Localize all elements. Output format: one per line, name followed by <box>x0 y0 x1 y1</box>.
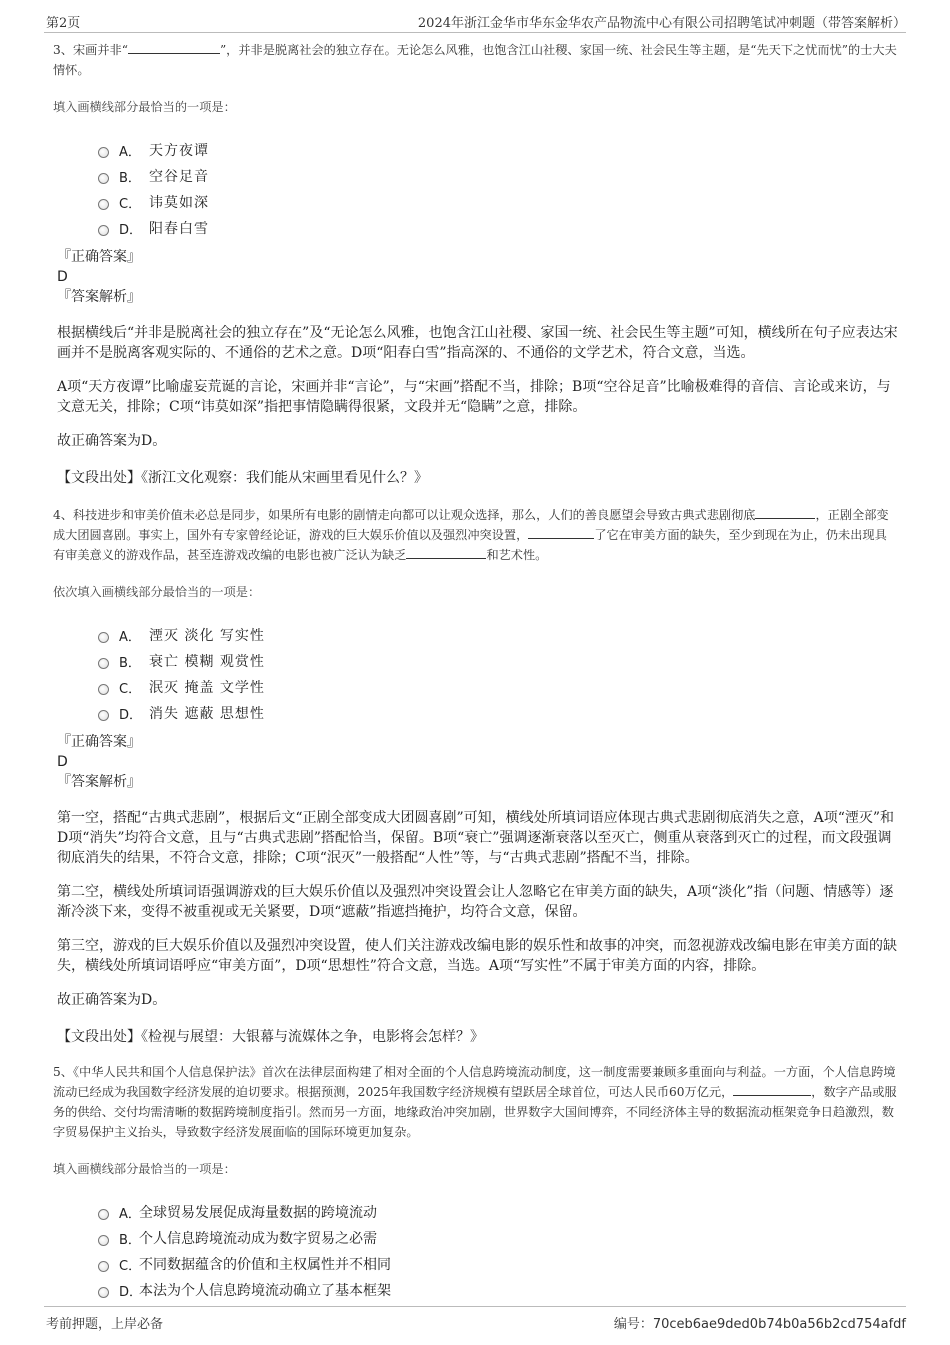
document-id <box>614 1313 906 1332</box>
question-5 <box>53 1062 898 1303</box>
correct-answer: D <box>57 269 68 285</box>
question-3 <box>53 40 898 487</box>
radio-icon[interactable] <box>98 1287 109 1298</box>
option-text: 湮灭 淡化 写实性 <box>149 628 265 644</box>
option-list <box>98 1199 898 1303</box>
radio-icon[interactable] <box>98 684 109 695</box>
page-content <box>53 40 898 1303</box>
option-c[interactable] <box>98 1251 898 1277</box>
option-text: 本法为个人信息跨境流动确立了基本框架 <box>139 1283 391 1299</box>
option-letter: D． <box>119 222 143 238</box>
analysis-paragraph: 故正确答案为D。 <box>57 433 167 449</box>
radio-icon[interactable] <box>98 147 109 158</box>
footer-divider <box>44 1306 906 1307</box>
option-text: 衰亡 模糊 观赏性 <box>149 654 265 670</box>
fill-blank <box>406 545 486 559</box>
option-letter: C． <box>119 1258 142 1274</box>
option-text: 阳春白雪 <box>149 221 209 237</box>
analysis-paragraph: 第三空，游戏的巨大娱乐价值以及强烈冲突设置，使人们关注游戏改编电影的娱乐性和故事的冲突，而忽视游戏改编电影在审美方面的缺失，横线处所填词语呼应“审美方面”，D项“思想性”符合文意，当选。A项“写实性”不属于审美方面的内容，排除。 <box>57 938 897 974</box>
option-text: 消失 遮蔽 思想性 <box>149 706 265 722</box>
option-d[interactable] <box>98 215 898 241</box>
analysis-paragraph: 故正确答案为D。 <box>57 992 167 1008</box>
option-text: 泯灭 掩盖 文学性 <box>149 680 265 696</box>
stem-text: 和艺术性。 <box>486 548 548 562</box>
radio-icon[interactable] <box>98 1261 109 1272</box>
radio-icon[interactable] <box>98 632 109 643</box>
stem-text: 5、《中华人民共和国个人信息保护法》首次在法律层面构建了相对全面的个人信息跨境流动制度，这一制度需要兼顾多重面向与利益。一方面，个人信息跨境流动已经成为我国数字经济发展的迫切要求。根据预测，2025年我国数字经济规模有望跃居全球首位，可达人民币60万亿元， <box>53 1065 896 1099</box>
option-letter: A． <box>119 1206 141 1222</box>
option-text: 空谷足音 <box>149 169 209 185</box>
option-a[interactable] <box>98 137 898 163</box>
header-divider <box>44 32 906 33</box>
stem-text: 4、科技进步和审美价值未必总是同步，如果所有电影的剧情走向都可以让观众选择，那么，人们的善良愿望会导致古典式悲剧彻底 <box>53 508 756 522</box>
option-letter: B． <box>119 170 141 186</box>
option-letter: C． <box>119 196 142 212</box>
analysis-paragraph: 第一空，搭配“古典式悲剧”，根据后文“正剧全部变成大团圆喜剧”可知，横线处所填词语应体现古典式悲剧彻底消失之意，A项“湮灭”和D项“消失”均符合文意，且与“古典式悲剧”搭配恰当，保留。B项“衰亡”强调逐渐衰落以至灭亡，侧重从衰落到灭亡的过程，而文段强调彻底消失的结果，不符合文意，排除；C项“泯灭”一般搭配“人性”等，与“古典式悲剧”搭配不当，排除。 <box>57 810 895 866</box>
radio-icon[interactable] <box>98 173 109 184</box>
answer-block <box>57 247 898 307</box>
option-a[interactable] <box>98 1199 898 1225</box>
option-d[interactable] <box>98 1277 898 1303</box>
option-letter: D． <box>119 1284 143 1300</box>
radio-icon[interactable] <box>98 1209 109 1220</box>
stem-text: 3、宋画并非“ <box>53 43 128 57</box>
radio-icon[interactable] <box>98 1235 109 1246</box>
fill-blank <box>755 505 815 519</box>
question-prompt: 依次填入画横线部分最恰当的一项是： <box>53 585 261 599</box>
document-id-label: 编号： <box>613 1317 653 1332</box>
option-text: 天方夜谭 <box>149 143 209 159</box>
question-prompt: 填入画横线部分最恰当的一项是： <box>53 1162 236 1176</box>
analysis-paragraph: 第二空，横线处所填词语强调游戏的巨大娱乐价值以及强烈冲突设置会让人忽略它在审美方面的缺失，A项“淡化”指（问题、情感等）逐渐冷淡下来，变得不被重视或无关紧要，D项“遮蔽”指遮挡掩护，均符合文意，保留。 <box>57 884 894 920</box>
option-c[interactable] <box>98 674 898 700</box>
source-citation: 【文段出处】《检视与展望：大银幕与流媒体之争，电影将会怎样？》 <box>57 1029 484 1045</box>
question-prompt: 填入画横线部分最恰当的一项是： <box>53 100 236 114</box>
radio-icon[interactable] <box>98 658 109 669</box>
option-c[interactable] <box>98 189 898 215</box>
question-stem <box>53 505 898 565</box>
option-d[interactable] <box>98 700 898 726</box>
option-letter: D． <box>119 707 143 723</box>
fill-blank <box>128 40 220 54</box>
option-b[interactable] <box>98 163 898 189</box>
footer-slogan: 考前押题，上岸必备 <box>46 1317 164 1332</box>
document-id-value: 70ceb6ae9ded0b74b0a56b2cd754afdf <box>652 1317 906 1332</box>
option-a[interactable] <box>98 622 898 648</box>
radio-icon[interactable] <box>98 225 109 236</box>
stem-text: 了它在审美方面的缺失，至少到现在为止，仍未出现具有审美意义的游戏作品，甚至连游戏改编的电影也被广泛认为缺乏 <box>53 528 887 562</box>
option-b[interactable] <box>98 648 898 674</box>
source-citation: 【文段出处】《浙江文化观察：我们能从宋画里看见什么？》 <box>57 470 428 486</box>
radio-icon[interactable] <box>98 710 109 721</box>
option-text: 讳莫如深 <box>149 195 209 211</box>
question-stem <box>53 1062 898 1142</box>
fill-blank <box>528 525 594 539</box>
analysis-paragraph: 根据横线后“并非是脱离社会的独立存在”及“无论怎么风雅，也饱含江山社稷、家国一统、社会民生等主题”可知，横线所在句子应表达宋画并不是脱离客观实际的、不通俗的艺术之意。D项“阳春白雪”指高深的、不通俗的文学艺术，符合文意，当选。 <box>57 325 898 361</box>
option-text: 全球贸易发展促成海量数据的跨境流动 <box>139 1205 377 1221</box>
answer-block <box>57 732 898 792</box>
question-stem <box>53 40 898 80</box>
option-b[interactable] <box>98 1225 898 1251</box>
option-text: 不同数据蕴含的价值和主权属性并不相同 <box>139 1257 391 1273</box>
answer-label: 『正确答案』 <box>57 734 141 750</box>
page-number: 第2页 <box>46 16 81 31</box>
stem-text: ”，并非是脱离社会的独立存在。无论怎么风雅，也饱含江山社稷、家国一统、社会民生等主题，是“先天下之忧而忧”的士大夫情怀。 <box>53 43 897 77</box>
question-4 <box>53 505 898 1046</box>
option-letter: A． <box>119 144 141 160</box>
page-footer <box>0 1305 950 1335</box>
option-letter: B． <box>119 1232 141 1248</box>
option-letter: C． <box>119 681 142 697</box>
analysis-paragraph: A项“天方夜谭”比喻虚妄荒诞的言论，宋画并非“言论”，与“宋画”搭配不当，排除；B项“空谷足音”比喻极难得的音信、言论或来访，与文意无关，排除；C项“讳莫如深”指把事情隐瞒得很紧，文段并无“隐瞒”之意，排除。 <box>57 379 891 415</box>
option-list <box>98 137 898 241</box>
analysis-label: 『答案解析』 <box>57 289 141 305</box>
stem-text: ，数字产品或服务的供给、交付均需清晰的数据跨境制度指引。然而另一方面，地缘政治冲突加剧，世界数字大国间博弈，不同经济体主导的数据流动框架竞争日趋激烈，数字贸易保护主义抬头，导致数字经济发展面临的国际环境更加复杂。 <box>53 1085 897 1139</box>
fill-blank <box>733 1082 811 1096</box>
document-title: 2024年浙江金华市华东金华农产品物流中心有限公司招聘笔试冲刺题（带答案解析） <box>417 16 906 31</box>
option-letter: A． <box>119 629 141 645</box>
page-header <box>0 0 950 32</box>
radio-icon[interactable] <box>98 199 109 210</box>
option-list <box>98 622 898 726</box>
correct-answer: D <box>57 754 68 770</box>
answer-label: 『正确答案』 <box>57 249 141 265</box>
option-text: 个人信息跨境流动成为数字贸易之必需 <box>139 1231 377 1247</box>
analysis-label: 『答案解析』 <box>57 774 141 790</box>
stem-text: ，正剧全部变成大团圆喜剧。事实上，国外有专家曾经论证，游戏的巨大娱乐价值以及强烈冲突设置， <box>53 508 889 542</box>
option-letter: B． <box>119 655 141 671</box>
